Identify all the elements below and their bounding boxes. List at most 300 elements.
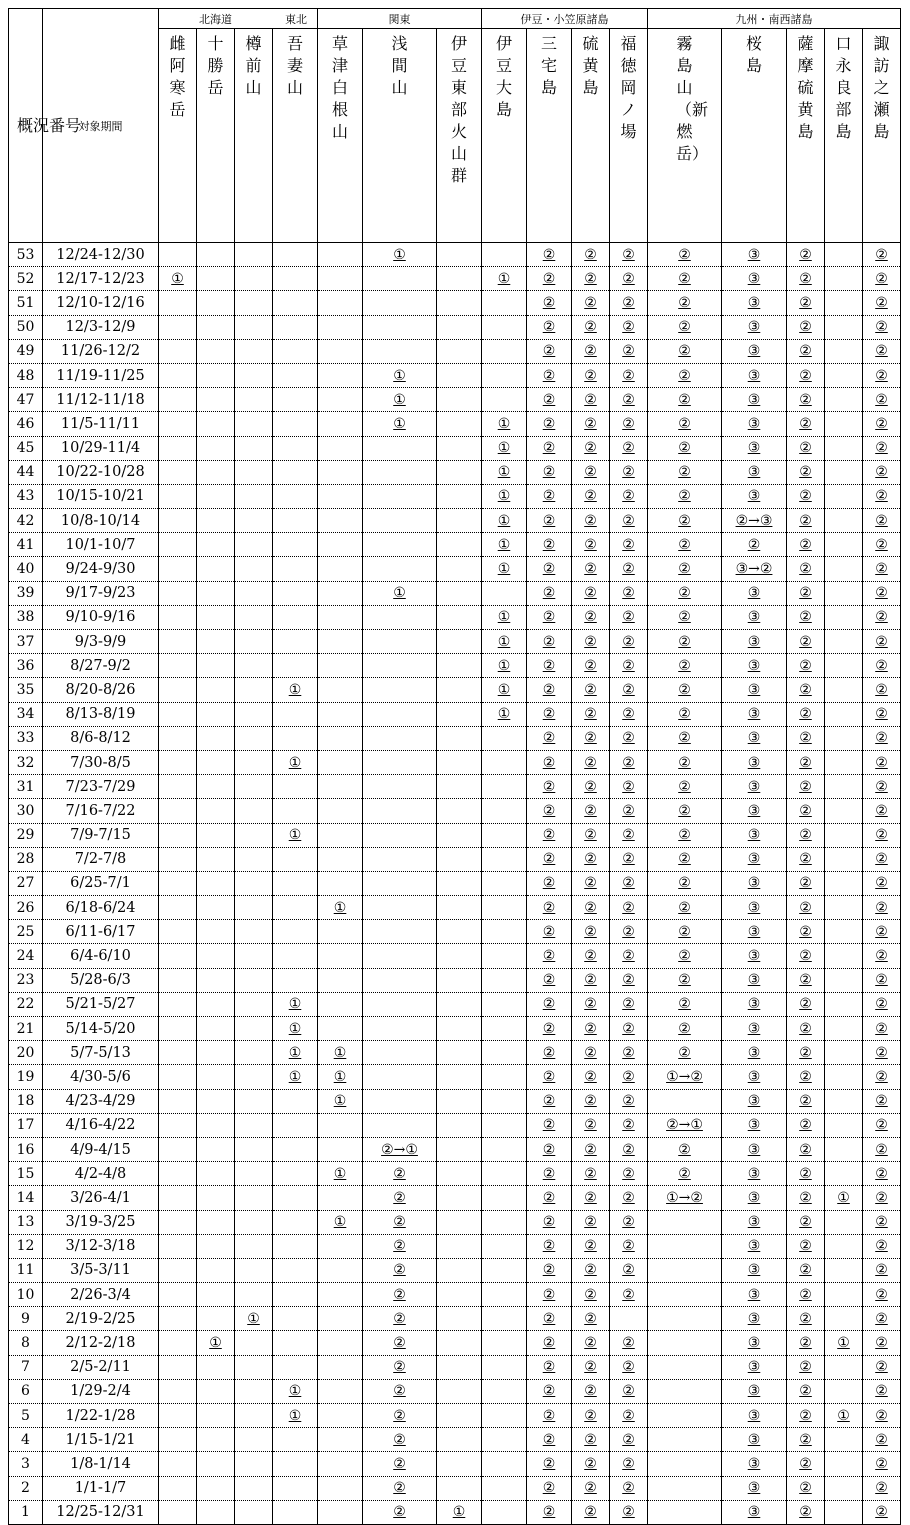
alert-level-cell bbox=[722, 1186, 787, 1210]
alert-level-cell bbox=[363, 363, 437, 387]
alert-level-cell bbox=[648, 1355, 722, 1379]
alert-level: ② bbox=[799, 1141, 812, 1158]
row-number: 2 bbox=[9, 1476, 43, 1500]
region-tohoku: 東北 bbox=[285, 13, 307, 26]
alert-level-cell bbox=[648, 678, 722, 702]
alert-level-cell bbox=[863, 1307, 901, 1331]
alert-level-cell bbox=[197, 799, 235, 823]
table-row bbox=[9, 1258, 901, 1282]
row-number: 13 bbox=[9, 1210, 43, 1234]
alert-level: ② bbox=[622, 730, 635, 747]
alert-level-cell bbox=[437, 1452, 482, 1476]
alert-level-cell bbox=[197, 363, 235, 387]
alert-level-cell bbox=[610, 871, 648, 895]
alert-level: ② bbox=[622, 875, 635, 892]
alert-level: ② bbox=[799, 343, 812, 360]
alert-level-cell bbox=[722, 968, 787, 992]
alert-level-cell bbox=[482, 726, 527, 750]
alert-level-cell bbox=[527, 1258, 572, 1282]
alert-level: ② bbox=[622, 609, 635, 626]
alert-level-cell bbox=[363, 871, 437, 895]
alert-level-cell bbox=[572, 726, 610, 750]
alert-level-cell bbox=[863, 315, 901, 339]
alert-level-cell bbox=[159, 678, 197, 702]
alert-level-cell bbox=[648, 654, 722, 678]
alert-level-cell bbox=[527, 605, 572, 629]
table-row bbox=[9, 1017, 901, 1041]
row-number: 29 bbox=[9, 823, 43, 847]
alert-level: ② bbox=[875, 1383, 888, 1400]
alert-level-cell bbox=[787, 799, 825, 823]
alert-level: ② bbox=[875, 899, 888, 916]
alert-level: ② bbox=[799, 294, 812, 311]
row-number: 35 bbox=[9, 678, 43, 702]
alert-level: ② bbox=[875, 851, 888, 868]
alert-level: ② bbox=[542, 802, 556, 819]
alert-level-cell bbox=[482, 1500, 527, 1524]
alert-level: ② bbox=[584, 270, 597, 287]
alert-level-cell bbox=[527, 412, 572, 436]
alert-level-cell bbox=[787, 823, 825, 847]
alert-level-cell bbox=[527, 1428, 572, 1452]
alert-level: ② bbox=[875, 657, 888, 674]
alert-level-cell bbox=[572, 944, 610, 968]
alert-level: ② bbox=[622, 827, 635, 844]
row-period: 6/25-7/1 bbox=[43, 871, 159, 895]
header-volcano bbox=[787, 29, 825, 243]
alert-level: ② bbox=[875, 270, 888, 287]
alert-level-cell bbox=[482, 750, 527, 774]
alert-level-cell bbox=[863, 726, 901, 750]
alert-level-cell bbox=[273, 267, 318, 291]
alert-level-cell bbox=[610, 557, 648, 581]
alert-level-cell bbox=[648, 1428, 722, 1452]
alert-level: ② bbox=[875, 1020, 888, 1037]
alert-level-cell bbox=[273, 1452, 318, 1476]
alert-level-cell bbox=[787, 750, 825, 774]
alert-level-cell bbox=[527, 1476, 572, 1500]
alert-level-cell bbox=[482, 533, 527, 557]
alert-level-cell bbox=[235, 243, 273, 267]
alert-level-cell bbox=[235, 460, 273, 484]
alert-level-cell bbox=[863, 896, 901, 920]
alert-level: ② bbox=[875, 1407, 888, 1424]
row-period: 9/24-9/30 bbox=[43, 557, 159, 581]
alert-level: ② bbox=[622, 270, 635, 287]
table-row bbox=[9, 871, 901, 895]
row-period: 9/17-9/23 bbox=[43, 581, 159, 605]
alert-level-cell bbox=[197, 460, 235, 484]
alert-level-cell bbox=[722, 944, 787, 968]
alert-level: ① bbox=[288, 1020, 302, 1037]
alert-level-cell bbox=[482, 944, 527, 968]
alert-level-cell bbox=[159, 267, 197, 291]
alert-level-cell bbox=[825, 1113, 863, 1137]
alert-level: ③ bbox=[747, 923, 761, 940]
alert-level-cell bbox=[363, 1452, 437, 1476]
alert-level-cell bbox=[437, 750, 482, 774]
table-row bbox=[9, 363, 901, 387]
table-row bbox=[9, 1113, 901, 1137]
alert-level-cell bbox=[825, 581, 863, 605]
row-number: 31 bbox=[9, 775, 43, 799]
table-row bbox=[9, 1089, 901, 1113]
row-period: 12/25-12/31 bbox=[43, 1500, 159, 1524]
alert-level: ② bbox=[584, 827, 597, 844]
header-volcano bbox=[363, 29, 437, 243]
row-number: 47 bbox=[9, 388, 43, 412]
alert-level-cell bbox=[363, 1137, 437, 1161]
row-period: 1/22-1/28 bbox=[43, 1404, 159, 1428]
alert-level-cell bbox=[825, 291, 863, 315]
alert-level-cell bbox=[610, 605, 648, 629]
alert-level-cell bbox=[825, 412, 863, 436]
alert-level-cell bbox=[235, 1137, 273, 1161]
alert-level-cell bbox=[235, 992, 273, 1016]
alert-level-cell bbox=[863, 1476, 901, 1500]
header-volcano bbox=[437, 29, 482, 243]
alert-level: ③ bbox=[747, 1117, 761, 1134]
row-number: 51 bbox=[9, 291, 43, 315]
row-period: 7/2-7/8 bbox=[43, 847, 159, 871]
alert-level-cell bbox=[572, 1452, 610, 1476]
table-row bbox=[9, 436, 901, 460]
alert-level-cell bbox=[235, 726, 273, 750]
alert-level-cell bbox=[722, 775, 787, 799]
alert-level: ① bbox=[288, 1383, 302, 1400]
alert-level: ② bbox=[542, 270, 556, 287]
alert-level: ② bbox=[393, 1214, 406, 1231]
alert-level-cell bbox=[825, 871, 863, 895]
alert-level-cell bbox=[722, 388, 787, 412]
alert-level-cell bbox=[159, 1089, 197, 1113]
alert-level-cell bbox=[825, 1065, 863, 1089]
row-period: 3/26-4/1 bbox=[43, 1186, 159, 1210]
alert-level: ② bbox=[393, 1335, 406, 1352]
alert-level-cell bbox=[572, 1379, 610, 1403]
alert-level: ② bbox=[584, 294, 597, 311]
alert-level-cell bbox=[318, 1162, 363, 1186]
alert-level-cell bbox=[235, 775, 273, 799]
alert-level-cell bbox=[159, 920, 197, 944]
alert-level-cell bbox=[437, 243, 482, 267]
table-row bbox=[9, 702, 901, 726]
alert-level-cell bbox=[572, 799, 610, 823]
alert-level-cell bbox=[572, 992, 610, 1016]
table-row bbox=[9, 1186, 901, 1210]
alert-level: ② bbox=[584, 440, 597, 457]
alert-level: ② bbox=[799, 827, 812, 844]
alert-level-cell bbox=[197, 1258, 235, 1282]
alert-level-cell bbox=[863, 363, 901, 387]
alert-level: ② bbox=[875, 923, 888, 940]
alert-level-cell bbox=[159, 1017, 197, 1041]
row-period: 11/5-11/11 bbox=[43, 412, 159, 436]
alert-level-cell bbox=[482, 339, 527, 363]
alert-level-cell bbox=[363, 968, 437, 992]
alert-level: ② bbox=[584, 1165, 597, 1182]
alert-level-cell bbox=[482, 992, 527, 1016]
alert-level-cell bbox=[527, 702, 572, 726]
alert-level-cell bbox=[363, 1162, 437, 1186]
alert-level: ② bbox=[542, 754, 556, 771]
alert-level-cell bbox=[273, 388, 318, 412]
table-row bbox=[9, 968, 901, 992]
alert-level-cell bbox=[363, 509, 437, 533]
alert-level: ② bbox=[542, 657, 556, 674]
alert-level-cell bbox=[787, 291, 825, 315]
alert-level-cell bbox=[572, 1258, 610, 1282]
alert-level: ② bbox=[622, 657, 635, 674]
alert-level-cell bbox=[527, 388, 572, 412]
alert-level: ① bbox=[497, 512, 511, 529]
alert-level-cell bbox=[363, 1379, 437, 1403]
alert-level-cell bbox=[610, 484, 648, 508]
alert-level: ② bbox=[622, 948, 635, 965]
alert-level-cell bbox=[437, 1404, 482, 1428]
alert-level-cell bbox=[787, 1258, 825, 1282]
alert-level: ② bbox=[875, 488, 888, 505]
alert-level: ② bbox=[584, 754, 597, 771]
alert-level-cell bbox=[610, 726, 648, 750]
alert-level: ② bbox=[622, 996, 635, 1013]
alert-level: ② bbox=[584, 972, 597, 989]
row-period: 5/14-5/20 bbox=[43, 1017, 159, 1041]
alert-level-cell bbox=[722, 484, 787, 508]
alert-level-cell bbox=[273, 726, 318, 750]
alert-level-cell bbox=[722, 1089, 787, 1113]
alert-level-cell bbox=[787, 1186, 825, 1210]
alert-level-cell bbox=[235, 363, 273, 387]
alert-level: ② bbox=[678, 972, 691, 989]
alert-level-cell bbox=[363, 1186, 437, 1210]
alert-level-cell bbox=[159, 726, 197, 750]
row-number: 53 bbox=[9, 243, 43, 267]
alert-level-cell bbox=[482, 1017, 527, 1041]
alert-level: ② bbox=[584, 415, 597, 432]
alert-level: ② bbox=[799, 706, 812, 723]
alert-level-cell bbox=[159, 1355, 197, 1379]
alert-level: ② bbox=[622, 536, 635, 553]
alert-level-cell bbox=[610, 920, 648, 944]
alert-level-cell bbox=[722, 581, 787, 605]
alert-level: ② bbox=[799, 1044, 812, 1061]
alert-level-cell bbox=[363, 243, 437, 267]
alert-level: ② bbox=[799, 875, 812, 892]
alert-level-cell bbox=[863, 1065, 901, 1089]
alert-level: ① bbox=[333, 1044, 347, 1061]
alert-level: ③ bbox=[747, 657, 761, 674]
alert-level-cell bbox=[197, 1307, 235, 1331]
alert-level-cell bbox=[273, 992, 318, 1016]
alert-level: ① bbox=[837, 1335, 850, 1352]
alert-level-cell bbox=[363, 484, 437, 508]
row-period: 8/27-9/2 bbox=[43, 654, 159, 678]
alert-level-cell bbox=[482, 823, 527, 847]
alert-level-cell bbox=[825, 1089, 863, 1113]
alert-level-cell bbox=[197, 1137, 235, 1161]
alert-level: ② bbox=[622, 1407, 635, 1424]
alert-level: ③ bbox=[747, 730, 761, 747]
alert-level-cell bbox=[197, 1355, 235, 1379]
alert-level-cell bbox=[273, 1258, 318, 1282]
alert-level-cell bbox=[648, 630, 722, 654]
alert-level-cell bbox=[825, 1452, 863, 1476]
alert-level-cell bbox=[610, 1404, 648, 1428]
table-row bbox=[9, 509, 901, 533]
alert-level-cell bbox=[235, 267, 273, 291]
alert-level: ① bbox=[393, 391, 406, 408]
row-number: 52 bbox=[9, 267, 43, 291]
volcano-name: 三宅島 bbox=[540, 34, 557, 97]
alert-level-cell bbox=[159, 847, 197, 871]
alert-level-cell bbox=[787, 1452, 825, 1476]
alert-level-cell bbox=[318, 702, 363, 726]
table-row bbox=[9, 1137, 901, 1161]
alert-level-cell bbox=[648, 1162, 722, 1186]
alert-level: ② bbox=[678, 754, 691, 771]
alert-level: ② bbox=[799, 633, 812, 650]
alert-level: ② bbox=[584, 1238, 597, 1255]
alert-level: ② bbox=[875, 778, 888, 795]
alert-level-cell bbox=[610, 678, 648, 702]
alert-level-cell bbox=[787, 654, 825, 678]
row-period: 8/13-8/19 bbox=[43, 702, 159, 726]
alert-level: ② bbox=[875, 294, 888, 311]
alert-level: ①→② bbox=[666, 1068, 703, 1085]
alert-level-cell bbox=[610, 823, 648, 847]
alert-level-cell bbox=[610, 944, 648, 968]
alert-level-cell bbox=[482, 388, 527, 412]
row-number: 43 bbox=[9, 484, 43, 508]
alert-level-cell bbox=[363, 678, 437, 702]
alert-level-cell bbox=[363, 1428, 437, 1452]
alert-level-cell bbox=[825, 992, 863, 1016]
alert-level-cell bbox=[318, 678, 363, 702]
row-number: 4 bbox=[9, 1428, 43, 1452]
alert-level: ③ bbox=[747, 1262, 761, 1279]
alert-level: ① bbox=[288, 827, 302, 844]
alert-level-cell bbox=[863, 533, 901, 557]
alert-level-cell bbox=[527, 533, 572, 557]
alert-level: ② bbox=[622, 802, 635, 819]
alert-level-cell bbox=[235, 291, 273, 315]
alert-level-cell bbox=[482, 1113, 527, 1137]
alert-level: ② bbox=[584, 1310, 597, 1327]
alert-level-cell bbox=[610, 1113, 648, 1137]
alert-level: ② bbox=[542, 1407, 556, 1424]
alert-level: ② bbox=[584, 996, 597, 1013]
alert-level: ② bbox=[622, 512, 635, 529]
alert-level-cell bbox=[863, 412, 901, 436]
alert-level: ② bbox=[678, 391, 691, 408]
alert-level: ② bbox=[678, 319, 691, 336]
alert-level-cell bbox=[527, 1331, 572, 1355]
row-period: 7/30-8/5 bbox=[43, 750, 159, 774]
alert-level: ② bbox=[678, 585, 691, 602]
alert-level-cell bbox=[273, 581, 318, 605]
row-number: 17 bbox=[9, 1113, 43, 1137]
alert-level-cell bbox=[648, 1041, 722, 1065]
alert-level-cell bbox=[273, 412, 318, 436]
alert-level: ① bbox=[333, 1093, 347, 1110]
alert-level-cell bbox=[787, 775, 825, 799]
alert-level: ② bbox=[622, 585, 635, 602]
volcano-name: 口永良部島 bbox=[835, 34, 852, 141]
alert-level: ② bbox=[799, 270, 812, 287]
alert-level-cell bbox=[722, 1113, 787, 1137]
alert-level: ② bbox=[875, 1504, 888, 1521]
alert-level-cell bbox=[787, 339, 825, 363]
alert-level: ② bbox=[584, 1286, 597, 1303]
alert-level-cell bbox=[197, 920, 235, 944]
alert-level: ③ bbox=[747, 1286, 761, 1303]
alert-level-cell bbox=[318, 436, 363, 460]
alert-level-cell bbox=[825, 1258, 863, 1282]
alert-level-cell bbox=[610, 1500, 648, 1524]
alert-level-cell bbox=[482, 678, 527, 702]
alert-level-cell bbox=[318, 896, 363, 920]
table-row bbox=[9, 581, 901, 605]
alert-level-cell bbox=[159, 799, 197, 823]
alert-level-cell bbox=[482, 654, 527, 678]
alert-level: ② bbox=[542, 561, 556, 578]
alert-level: ③ bbox=[747, 270, 761, 287]
alert-level-cell bbox=[159, 1428, 197, 1452]
alert-level-cell bbox=[527, 775, 572, 799]
row-period: 1/15-1/21 bbox=[43, 1428, 159, 1452]
alert-level-cell bbox=[648, 1137, 722, 1161]
alert-level: ② bbox=[584, 899, 597, 916]
alert-level-cell bbox=[527, 460, 572, 484]
alert-level: ② bbox=[678, 609, 691, 626]
alert-level-cell bbox=[527, 1113, 572, 1137]
alert-level: ① bbox=[288, 1044, 302, 1061]
volcano-name: 樽前山 bbox=[245, 34, 262, 97]
alert-level: ② bbox=[584, 1455, 597, 1472]
alert-level-cell bbox=[648, 1210, 722, 1234]
alert-level-cell bbox=[722, 1404, 787, 1428]
alert-level-cell bbox=[787, 315, 825, 339]
alert-level-cell bbox=[722, 1476, 787, 1500]
alert-level-cell bbox=[610, 1210, 648, 1234]
alert-level-cell bbox=[787, 1476, 825, 1500]
alert-level-cell bbox=[527, 1307, 572, 1331]
alert-level: ③ bbox=[747, 948, 761, 965]
alert-level-cell bbox=[863, 557, 901, 581]
alert-level-cell bbox=[863, 847, 901, 871]
alert-level: ② bbox=[584, 1359, 597, 1376]
alert-level-cell bbox=[787, 702, 825, 726]
alert-level-cell bbox=[648, 1476, 722, 1500]
alert-level-cell bbox=[863, 823, 901, 847]
alert-level: ③ bbox=[747, 1141, 761, 1158]
alert-level-cell bbox=[527, 267, 572, 291]
alert-level-cell bbox=[363, 920, 437, 944]
alert-level-cell bbox=[787, 944, 825, 968]
alert-level-cell bbox=[437, 315, 482, 339]
alert-level: ② bbox=[584, 851, 597, 868]
alert-level: ② bbox=[393, 1455, 406, 1472]
alert-level-cell bbox=[235, 1307, 273, 1331]
alert-level-cell bbox=[363, 1089, 437, 1113]
alert-level-cell bbox=[527, 1162, 572, 1186]
row-period: 2/12-2/18 bbox=[43, 1331, 159, 1355]
alert-level-cell bbox=[572, 388, 610, 412]
region-kanto: 関東 bbox=[318, 9, 482, 29]
alert-level-cell bbox=[363, 896, 437, 920]
alert-level-cell bbox=[159, 484, 197, 508]
